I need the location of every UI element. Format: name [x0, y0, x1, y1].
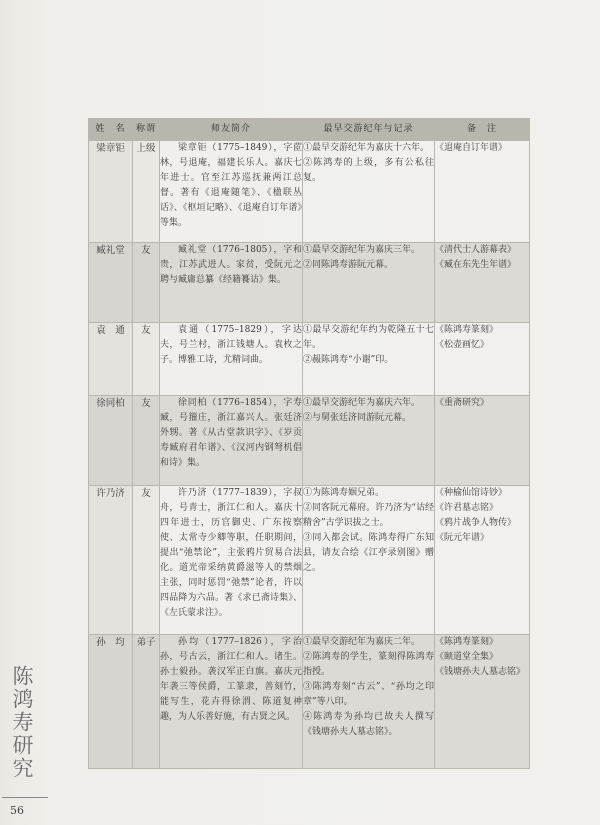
friends-table: [88, 118, 530, 769]
header-intro: 师友简介: [160, 119, 303, 141]
note-item: 《松壶画忆》: [435, 340, 490, 350]
person-intro: 许乃济（1777–1839），字叔舟，号青士，浙江仁和人。嘉庆十四年进士，历官御史、广东按察使、太常寺少卿等职，任职期间，提出“弛禁论”，主张鸦片贸易合法化。道光帝采纳黄爵滋等人的禁烟主张，同时惩罚“弛禁”论者，许以四品降为六品。著《求已斋诗集》、《左氏蒙求注》。: [160, 486, 303, 635]
person-intro: 徐同柏（1776–1854），字寿臧，号籀庄，浙江嘉兴人。张廷济外甥。著《从古堂款识字》、《岁贡寿臧府君年谱》、《汉河内钢弩机倡和诗》集。: [160, 396, 303, 486]
note-item: 《重斋研究》: [435, 398, 490, 408]
record-item: ①为陈鸿寿姻兄弟。: [303, 488, 385, 498]
table-row: [89, 486, 530, 635]
person-notes: [435, 635, 530, 769]
person-title: 友: [133, 396, 160, 486]
person-name: 臧礼堂: [89, 243, 133, 323]
person-records: [303, 486, 435, 635]
footer-rule: [2, 797, 48, 798]
person-name: 许乃济: [89, 486, 133, 635]
table-row: [89, 141, 530, 243]
note-item: 《钱塘孙夫人墓志铭》: [435, 667, 526, 677]
person-records: [303, 243, 435, 323]
note-item: 《陈鸿寿篆刻》: [435, 637, 499, 647]
person-name: 孙 均: [89, 635, 133, 769]
person-name: 徐同柏: [89, 396, 133, 486]
note-item: 《鸦片战争人物传》: [435, 518, 517, 528]
record-item: ②赧陈鸿寿“小谢”印。: [303, 355, 394, 365]
header-name: 姓 名: [89, 119, 133, 141]
note-item: 《种榆仙馆诗钞》: [435, 488, 508, 498]
record-item: ②同客阮元幕府。许乃济为“诂经精舍”古学识拔之士。: [303, 503, 434, 528]
note-item: 《许君墓志铭》: [435, 503, 499, 513]
page-number: 56: [10, 804, 24, 817]
header-notes: 备 注: [435, 119, 530, 141]
table-row: [89, 323, 530, 396]
person-intro: 臧礼堂（1776–1805），字和贵，江苏武进人。家贫，受阮元之聘与臧庸总纂《经籍籑诂》集。: [160, 243, 303, 323]
table-row: [89, 396, 530, 486]
person-notes: [435, 396, 530, 486]
record-item: ①最早交游纪年为嘉庆十六年。: [303, 143, 430, 153]
record-item: ①最早交游纪年约为乾隆五十七年。: [303, 325, 434, 350]
person-records: [303, 635, 435, 769]
record-item: ④陈鸿寿为孙均已故夫人撰写《钱塘孙夫人墓志铭》。: [303, 712, 434, 737]
note-item: 《退庵自订年谱》: [435, 143, 508, 153]
table-row: [89, 635, 530, 769]
record-item: ②与舅张廷济同游阮元幕。: [303, 413, 412, 423]
person-notes: [435, 323, 530, 396]
person-intro: 袁通（1775–1829），字达夫，号兰村，浙江钱塘人。袁枚之子。博雅工诗，尤精词曲。: [160, 323, 303, 396]
person-title: 友: [133, 243, 160, 323]
table-row: [89, 243, 530, 323]
record-item: ②同陈鸿寿游阮元幕。: [303, 260, 394, 270]
person-title: 友: [133, 323, 160, 396]
note-item: 《臧在东先生年谱》: [435, 260, 517, 270]
person-intro: 孙均（1777–1826），字治孙，号古云，浙江仁和人。诸生。孙士毅孙。袭汉军正白旗。嘉庆元年袭三等侯爵，工篆隶，善刻竹，能写生，花卉得徐渭、陈道复神趣，为人乐善好施，有古贤之风。: [160, 635, 303, 769]
record-item: ③陈鸿寿刻“古云”、“孙均之印章”等八印。: [303, 682, 434, 707]
person-intro: 梁章钜（1775–1849），字茝林，号退庵，福建长乐人。嘉庆七年进士。官至江苏巡抚兼两江总督。著有《退庵随笔》、《楹联丛话》、《枢垣记略》、《退庵自订年谱》等集。: [160, 141, 303, 243]
record-item: ③同入都会试。陈鸿寿得广东知县，请友合绘《江亭录别图》赠之。: [303, 533, 434, 573]
note-item: 《阮元年谱》: [435, 533, 490, 543]
record-item: ①最早交游纪年为嘉庆三年。: [303, 245, 421, 255]
header-title: 称谓: [133, 119, 160, 141]
record-item: ②陈鸿寿的上级，多有公私往复。: [303, 158, 434, 183]
person-title: 弟子: [133, 635, 160, 769]
note-item: 《颐道堂全集》: [435, 652, 499, 662]
note-item: 《清代士人游幕表》: [435, 245, 517, 255]
record-item: ①最早交游纪年为嘉庆二年。: [303, 637, 421, 647]
record-item: ①最早交游纪年为嘉庆六年。: [303, 398, 421, 408]
person-notes: [435, 486, 530, 635]
person-title: 上级: [133, 141, 160, 243]
person-records: [303, 323, 435, 396]
person-records: [303, 396, 435, 486]
header-records: 最早交游纪年与记录: [303, 119, 435, 141]
person-notes: [435, 141, 530, 243]
book-side-title: 陈鸿寿研究: [10, 665, 34, 780]
person-name: 袁 通: [89, 323, 133, 396]
note-item: 《陈鸿寿篆刻》: [435, 325, 499, 335]
person-records: [303, 141, 435, 243]
record-item: ②陈鸿寿的学生，篆刻得陈鸿寿指授。: [303, 652, 434, 677]
person-name: 梁章钜: [89, 141, 133, 243]
person-notes: [435, 243, 530, 323]
table-header-row: [89, 119, 530, 141]
person-title: 友: [133, 486, 160, 635]
